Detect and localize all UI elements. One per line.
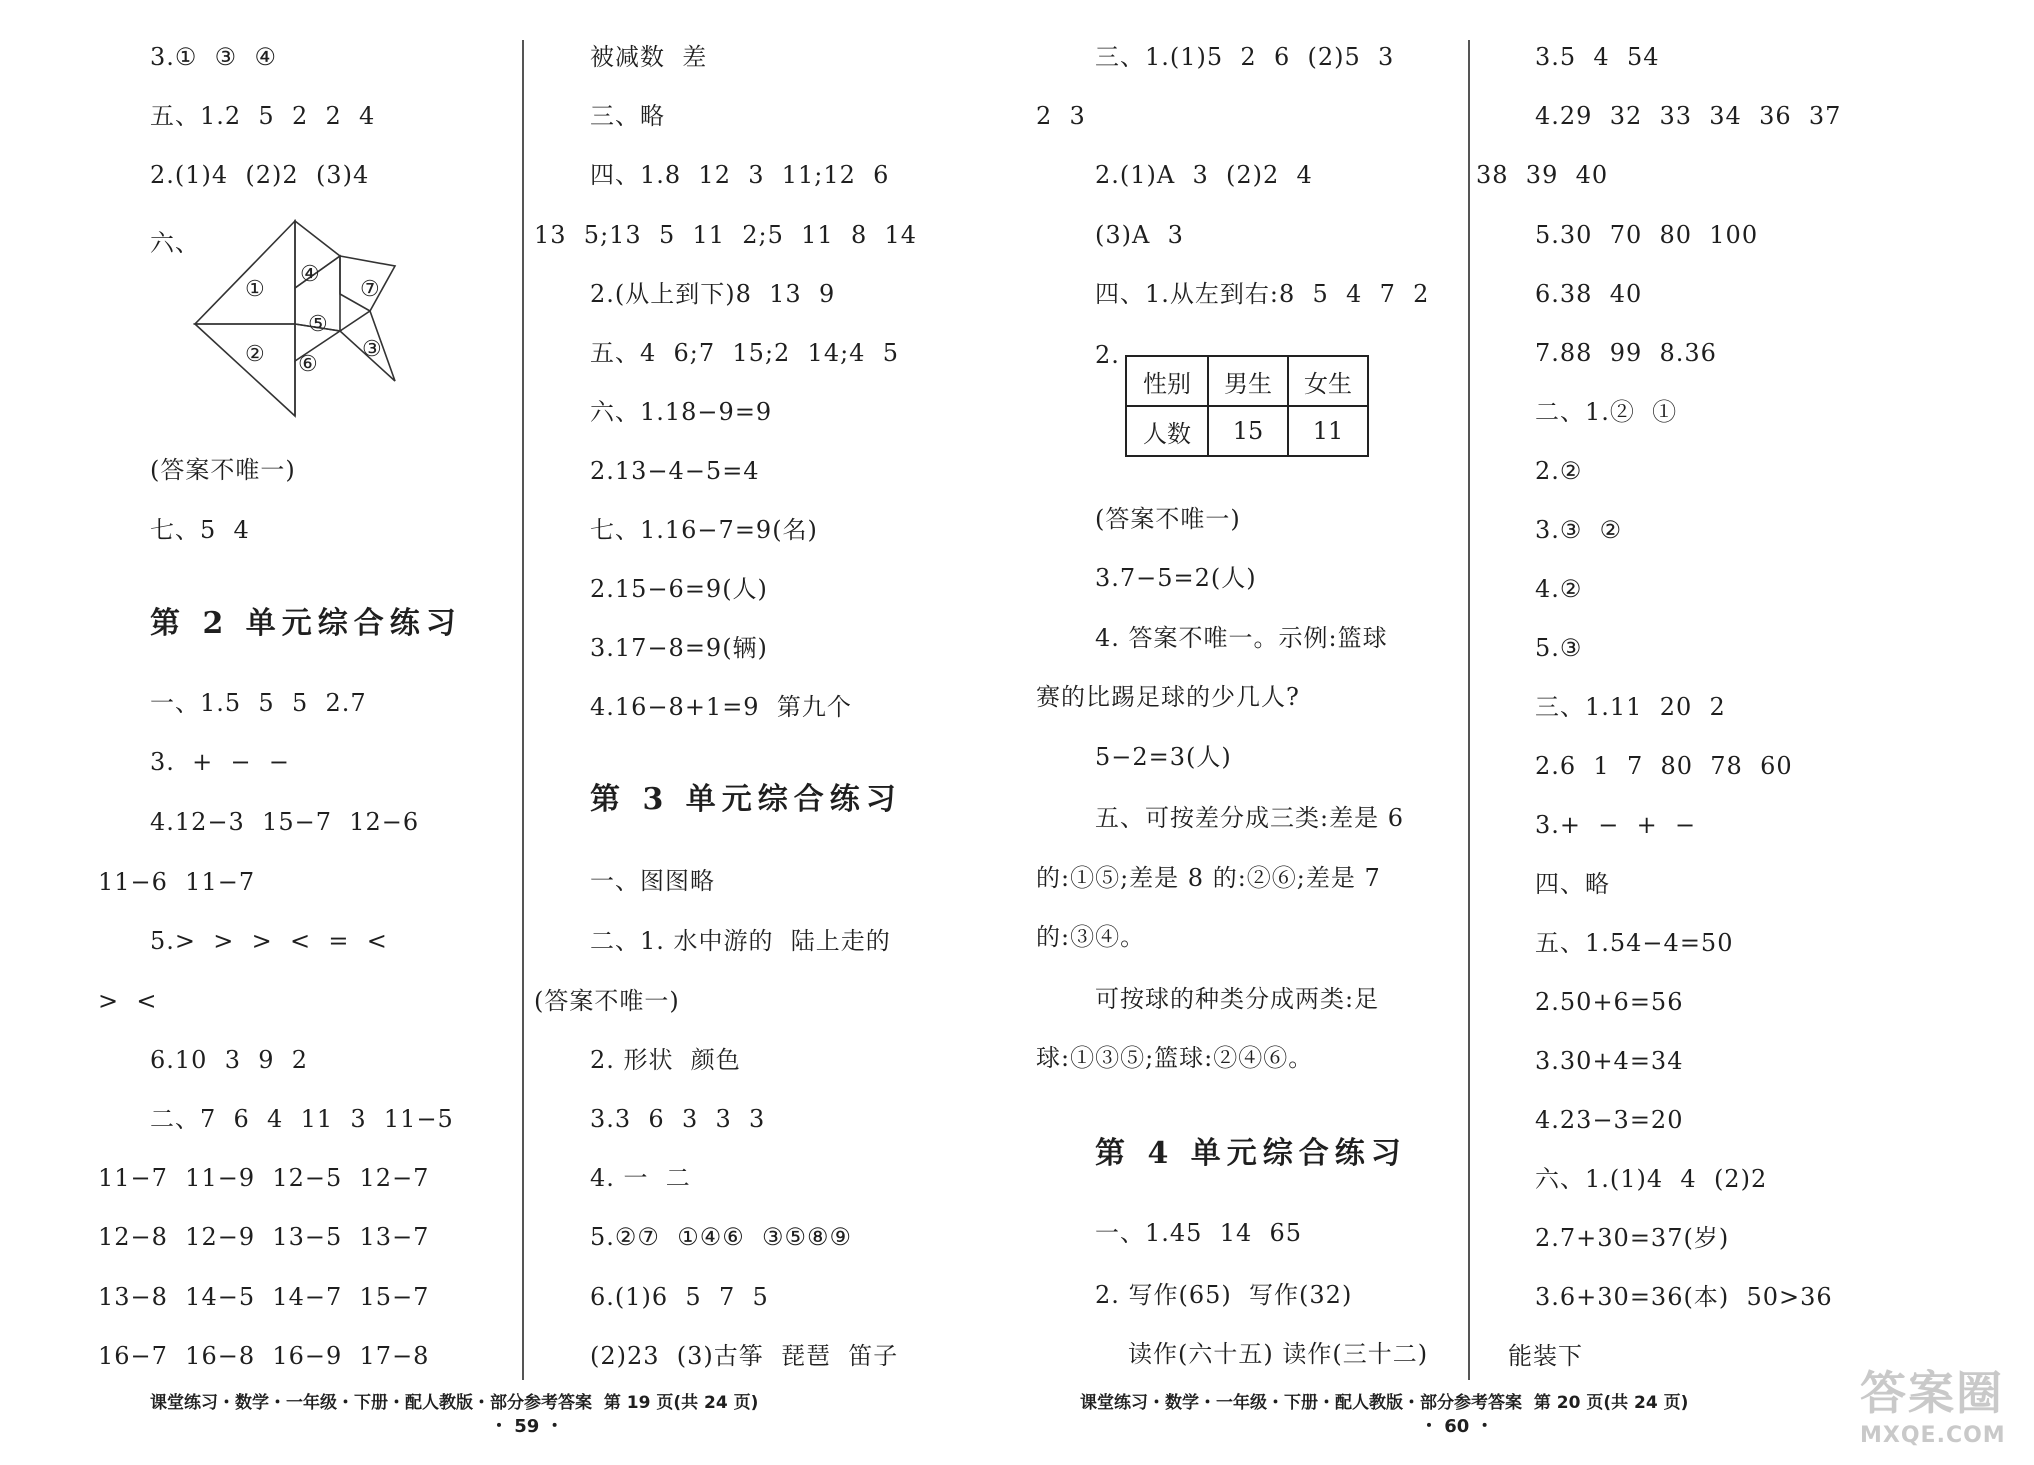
line: 五、1.54−4=50 [1535, 929, 1734, 957]
line: 3.③ ② [1535, 516, 1623, 544]
line: 六、1.18−9=9 [590, 398, 773, 426]
table-cell: 15 [1208, 406, 1288, 456]
line: 七、1.16−7=9(名) [590, 516, 818, 544]
line: 球:①③⑤;篮球:②④⑥。 [1036, 1044, 1314, 1072]
line: (答案不唯一) [534, 987, 680, 1015]
line: 的:③④。 [1036, 923, 1146, 951]
line: 3.17−8=9(辆) [590, 634, 768, 662]
line: 五、1.2 5 2 2 4 [150, 102, 376, 130]
line: 5.> > > < = < [150, 927, 388, 955]
line: 3.+ − + − [1535, 811, 1697, 839]
line: 38 39 40 [1476, 161, 1609, 189]
line: (答案不唯一) [150, 456, 296, 484]
line: 一、1.45 14 65 [1095, 1219, 1303, 1247]
line: 的:①⑤;差是 8 的:②⑥;差是 7 [1036, 864, 1381, 892]
line: 3.5 4 54 [1535, 43, 1660, 71]
line: 二、7 6 4 11 3 11−5 [150, 1105, 454, 1133]
line: 2.50+6=56 [1535, 988, 1684, 1016]
line: 2.(从上到下)8 13 9 [590, 280, 836, 308]
line: 4.29 32 33 34 36 37 [1535, 102, 1842, 130]
table-header-cell: 女生 [1288, 356, 1368, 406]
watermark-logo [1850, 1357, 2020, 1457]
table-cell: 11 [1288, 406, 1368, 456]
line: 6.38 40 [1535, 280, 1643, 308]
line: 3. + − − [150, 748, 290, 776]
line: 赛的比踢足球的少几人? [1036, 683, 1300, 711]
fish-piece-label: ① [245, 277, 265, 302]
line: 二、1. 水中游的 陆上走的 [590, 927, 891, 955]
line: > < [98, 987, 158, 1015]
line: 3.① ③ ④ [150, 43, 277, 71]
line: 五、4 6;7 15;2 14;4 5 [590, 339, 899, 367]
section-heading: 第 4 单元综合练习 [1095, 1136, 1407, 1171]
line: 2. [1095, 341, 1120, 369]
line: 五、可按差分成三类:差是 6 [1095, 804, 1404, 832]
fish-piece-label: ⑦ [360, 277, 380, 302]
line: 13 5;13 5 11 2;5 11 8 14 [534, 221, 918, 249]
line: 2.② [1535, 457, 1583, 485]
line: 七、5 4 [150, 516, 250, 544]
line: 4.12−3 15−7 12−6 [150, 808, 420, 836]
line: 11−7 11−9 12−5 12−7 [98, 1164, 430, 1192]
line: 三、1.11 20 2 [1535, 693, 1726, 721]
line: 可按球的种类分成两类:足 [1095, 985, 1380, 1013]
line: (答案不唯一) [1095, 505, 1241, 533]
fish-piece-label: ② [245, 342, 265, 367]
line: 4.23−3=20 [1535, 1106, 1684, 1134]
line: 11−6 11−7 [98, 868, 256, 896]
line: (3)A 3 [1095, 221, 1184, 249]
line: 2.7+30=37(岁) [1535, 1224, 1730, 1252]
fish-piece-label: ④ [300, 262, 320, 287]
line: 四、1.8 12 3 11;12 6 [590, 161, 890, 189]
line: 5.②⑦ ①④⑥ ③⑤⑧⑨ [590, 1223, 853, 1251]
footer-left: 课堂练习・数学・一年级・下册・配人教版・部分参考答案 第 19 页(共 24 页) [150, 1393, 759, 1413]
line: 一、1.5 5 5 2.7 [150, 689, 367, 717]
line: 4. 答案不唯一。示例:篮球 [1095, 624, 1388, 652]
line: 6.(1)6 5 7 5 [590, 1283, 769, 1311]
watermark-url: MXQE.COM [1860, 1423, 2006, 1448]
line: 被减数 差 [590, 43, 708, 71]
fish-piece-label: ③ [362, 337, 382, 362]
line: 2. 写作(65) 写作(32) [1095, 1281, 1353, 1309]
line: 二、1.② ① [1535, 398, 1678, 426]
table-header-cell: 性别 [1126, 356, 1208, 406]
line: 读作(六十五) 读作(三十二) [1128, 1340, 1429, 1368]
fish-piece-label: ⑤ [308, 312, 328, 337]
table-row-label: 人数 [1126, 406, 1208, 456]
table-header-cell: 男生 [1208, 356, 1288, 406]
line: 5.30 70 80 100 [1535, 221, 1759, 249]
line: 4. 一 二 [590, 1164, 691, 1192]
line: 四、1.从左到右:8 5 4 7 2 [1095, 280, 1430, 308]
line: 4.② [1535, 575, 1583, 603]
line: 13−8 14−5 14−7 15−7 [98, 1283, 430, 1311]
line: 2.6 1 7 80 78 60 [1535, 752, 1793, 780]
line: 2.15−6=9(人) [590, 575, 768, 603]
line: 六、1.(1)4 4 (2)2 [1535, 1165, 1768, 1193]
line: 5−2=3(人) [1095, 743, 1232, 771]
line: 16−7 16−8 16−9 17−8 [98, 1342, 430, 1370]
section-heading: 第 3 单元综合练习 [590, 782, 902, 817]
line: 12−8 12−9 13−5 13−7 [98, 1223, 430, 1251]
line: 3.6+30=36(本) 50>36 [1535, 1283, 1833, 1311]
line: 三、1.(1)5 2 6 (2)5 3 [1095, 43, 1395, 71]
line: 2.(1)A 3 (2)2 4 [1095, 161, 1313, 189]
line: 2.13−4−5=4 [590, 457, 760, 485]
watermark-text: 答案圈 [1860, 1366, 2004, 1420]
line: 2 3 [1036, 102, 1086, 130]
line: 7.88 99 8.36 [1535, 339, 1717, 367]
section-heading: 第 2 单元综合练习 [150, 606, 462, 641]
line: 四、略 [1535, 870, 1610, 898]
line: 3.30+4=34 [1535, 1047, 1684, 1075]
line: 三、略 [590, 102, 665, 130]
line: 2.(1)4 (2)2 (3)4 [150, 161, 370, 189]
footer-right: 课堂练习・数学・一年级・下册・配人教版・部分参考答案 第 20 页(共 24 页) [1080, 1393, 1689, 1413]
line: (2)23 (3)古筝 琵琶 笛子 [590, 1342, 899, 1370]
line: 4.16−8+1=9 第九个 [590, 693, 852, 721]
page-number-right: ・ 60 ・ [1420, 1416, 1494, 1437]
page-number-left: ・ 59 ・ [490, 1416, 564, 1437]
line: 2. 形状 颜色 [590, 1046, 741, 1074]
line: 一、图图略 [590, 867, 715, 895]
line: 六、 [150, 229, 200, 257]
fish-piece-label: ⑥ [298, 352, 318, 377]
line: 5.③ [1535, 634, 1583, 662]
line: 3.7−5=2(人) [1095, 564, 1257, 592]
line: 能装下 [1508, 1342, 1583, 1370]
line: 3.3 6 3 3 3 [590, 1105, 766, 1133]
line: 6.10 3 9 2 [150, 1046, 309, 1074]
